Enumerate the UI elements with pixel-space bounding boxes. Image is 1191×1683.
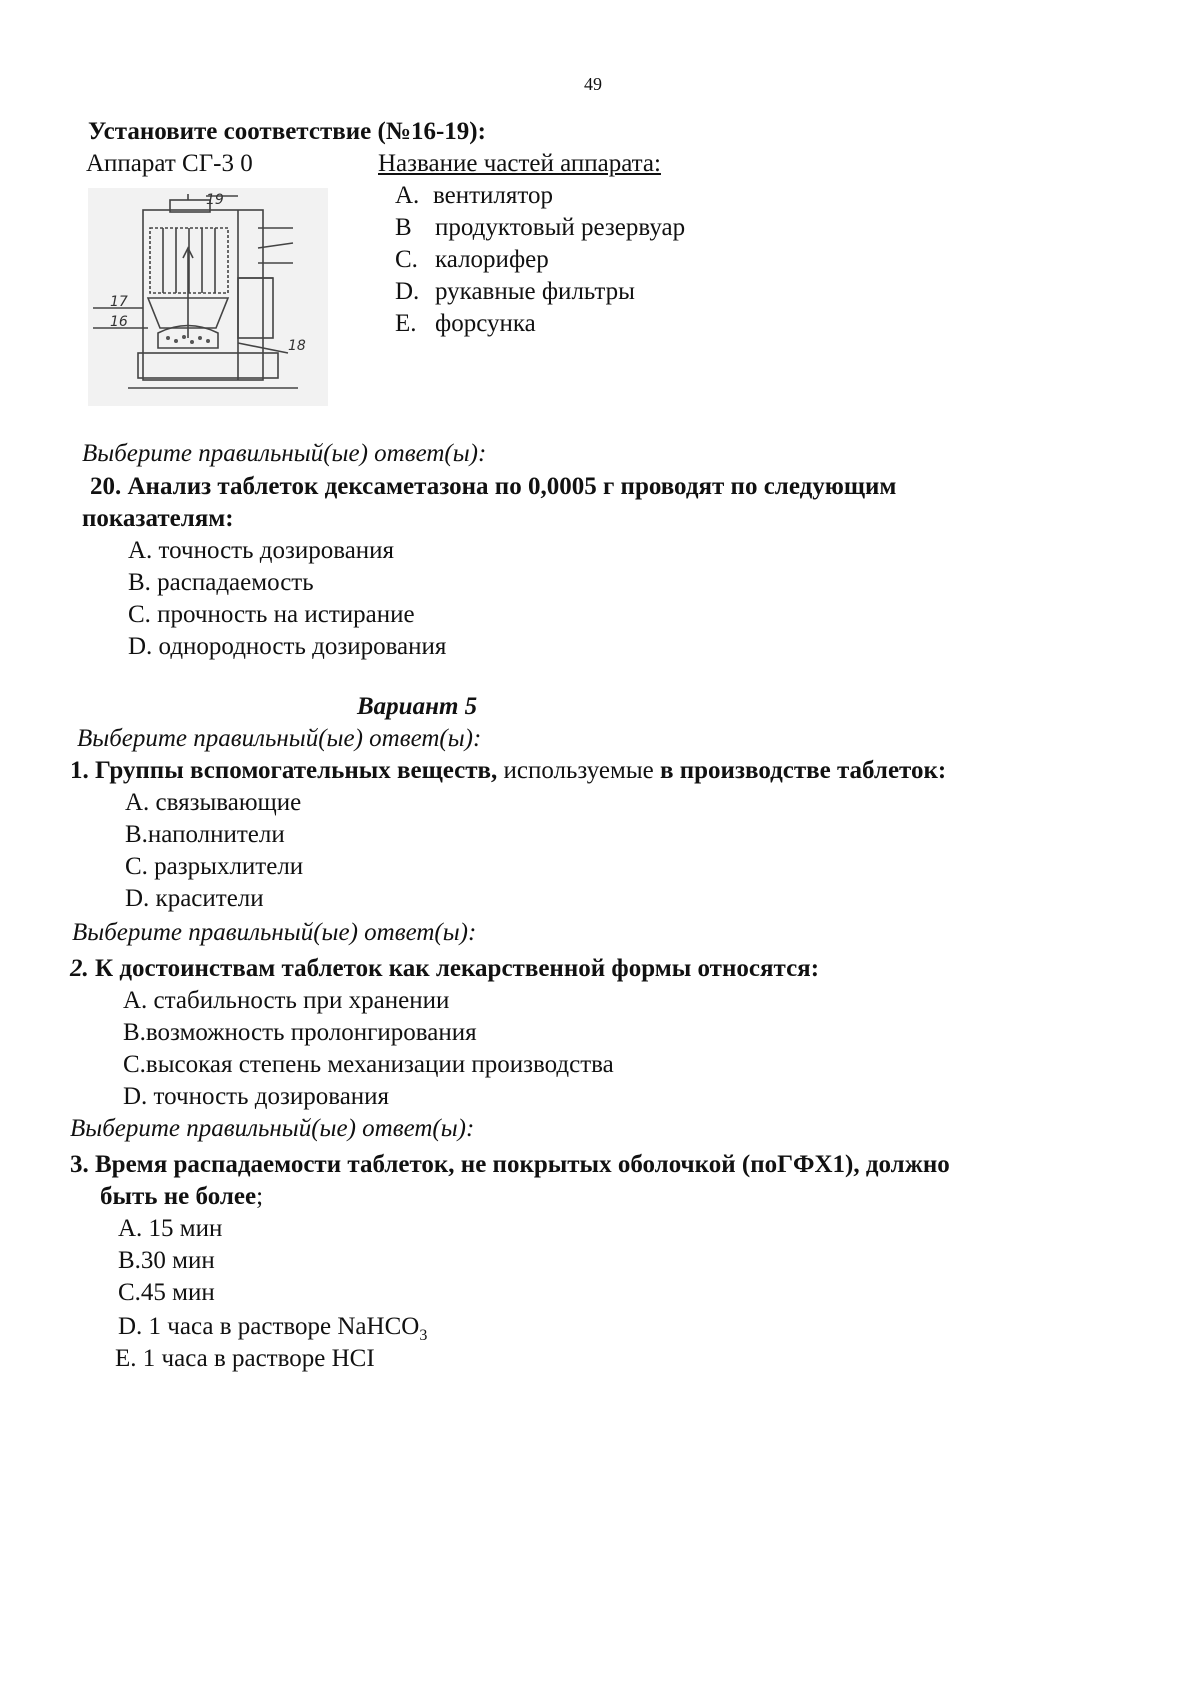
q1-option-c: C. разрыхлители (125, 853, 304, 880)
part-b (395, 214, 685, 242)
q2-question: К достоинствам таблеток как лекарственной формы относятся: (95, 955, 820, 982)
part-e (395, 310, 536, 338)
q1-part1: Группы вспомогательных веществ, (95, 757, 498, 784)
figure-label-17: 17 (110, 294, 128, 310)
variant-title: Вариант 5 (357, 693, 478, 720)
q3-line2-end: ; (256, 1183, 264, 1210)
q20-text-line1: 20. Анализ таблеток дексаметазона по 0,0005 г проводят по следующим (90, 473, 897, 500)
part-text: калорифер (435, 246, 549, 273)
q1-text (70, 757, 946, 785)
q2-option-c: C.высокая степень механизации производства (123, 1051, 614, 1078)
part-letter: D. (395, 278, 420, 305)
part-letter: E. (395, 310, 417, 337)
q2-option-d: D. точность дозирования (123, 1083, 390, 1110)
part-c (395, 246, 549, 274)
q3-option-c: C.45 мин (118, 1279, 215, 1306)
figure-label-16: 16 (110, 314, 128, 330)
q1-option-a: A. связывающие (125, 789, 302, 816)
figure-label-18: 18 (288, 338, 306, 354)
q3-option-d (118, 1313, 427, 1345)
q3-option-e: E. 1 часа в растворе HCI (115, 1345, 375, 1372)
parts-heading: Название частей аппарата: (378, 150, 661, 177)
q20-option-d: D. однородность дозирования (128, 633, 447, 660)
q1-option-d: D. красители (125, 885, 264, 912)
q2-number: 2. (70, 955, 89, 982)
q20-option-c: C. прочность на истирание (128, 601, 415, 628)
q3-option-b: B.30 мин (118, 1247, 215, 1274)
page-number: 49 (584, 74, 602, 94)
q1-number: 1. (70, 757, 89, 784)
figure-label-19: 19 (206, 192, 224, 208)
q20-instruction: Выберите правильный(ые) ответ(ы): (82, 440, 487, 467)
match-heading: Установите соответствие (№16-19): (88, 118, 486, 145)
q3-text-line2 (100, 1183, 263, 1211)
part-text: форсунка (435, 310, 536, 337)
q2-instruction: Выберите правильный(ые) ответ(ы): (72, 919, 477, 946)
apparatus-diagram (88, 188, 328, 406)
q3-instruction: Выберите правильный(ые) ответ(ы): (70, 1115, 475, 1142)
q3-option-d-text: D. 1 часа в растворе NaHCO (118, 1313, 420, 1340)
q1-part3: в производстве таблеток: (659, 757, 947, 784)
q2-option-a: A. стабильность при хранении (123, 987, 450, 1014)
part-text: вентилятор (433, 182, 554, 209)
part-letter: B (395, 214, 412, 241)
q3-text-line1: 3. Время распадаемости таблеток, не покрытых оболочкой (поГФХ1), должно (70, 1151, 950, 1178)
q1-part2: используемые (497, 757, 660, 784)
part-text: продуктовый резервуар (435, 214, 686, 241)
variant-instruction: Выберите правильный(ые) ответ(ы): (77, 725, 482, 752)
q1-option-b: B.наполнители (125, 821, 285, 848)
q3-line2-text: быть не более (100, 1183, 257, 1210)
q2-option-b: B.возможность пролонгирования (123, 1019, 477, 1046)
part-letter: A. (395, 182, 420, 209)
part-text: рукавные фильтры (435, 278, 635, 305)
part-a (395, 182, 553, 210)
q3-option-d-subscript: 3 (419, 1327, 428, 1344)
q20-text-line2: показателям: (82, 505, 234, 532)
part-d (395, 278, 635, 306)
apparatus-label: Аппарат СГ-3 0 (86, 150, 253, 177)
q2-text (70, 955, 819, 983)
q20-option-b: B. распадаемость (128, 569, 314, 596)
part-letter: C. (395, 246, 418, 273)
q20-option-a: A. точность дозирования (128, 537, 395, 564)
q3-option-a: A. 15 мин (118, 1215, 223, 1242)
